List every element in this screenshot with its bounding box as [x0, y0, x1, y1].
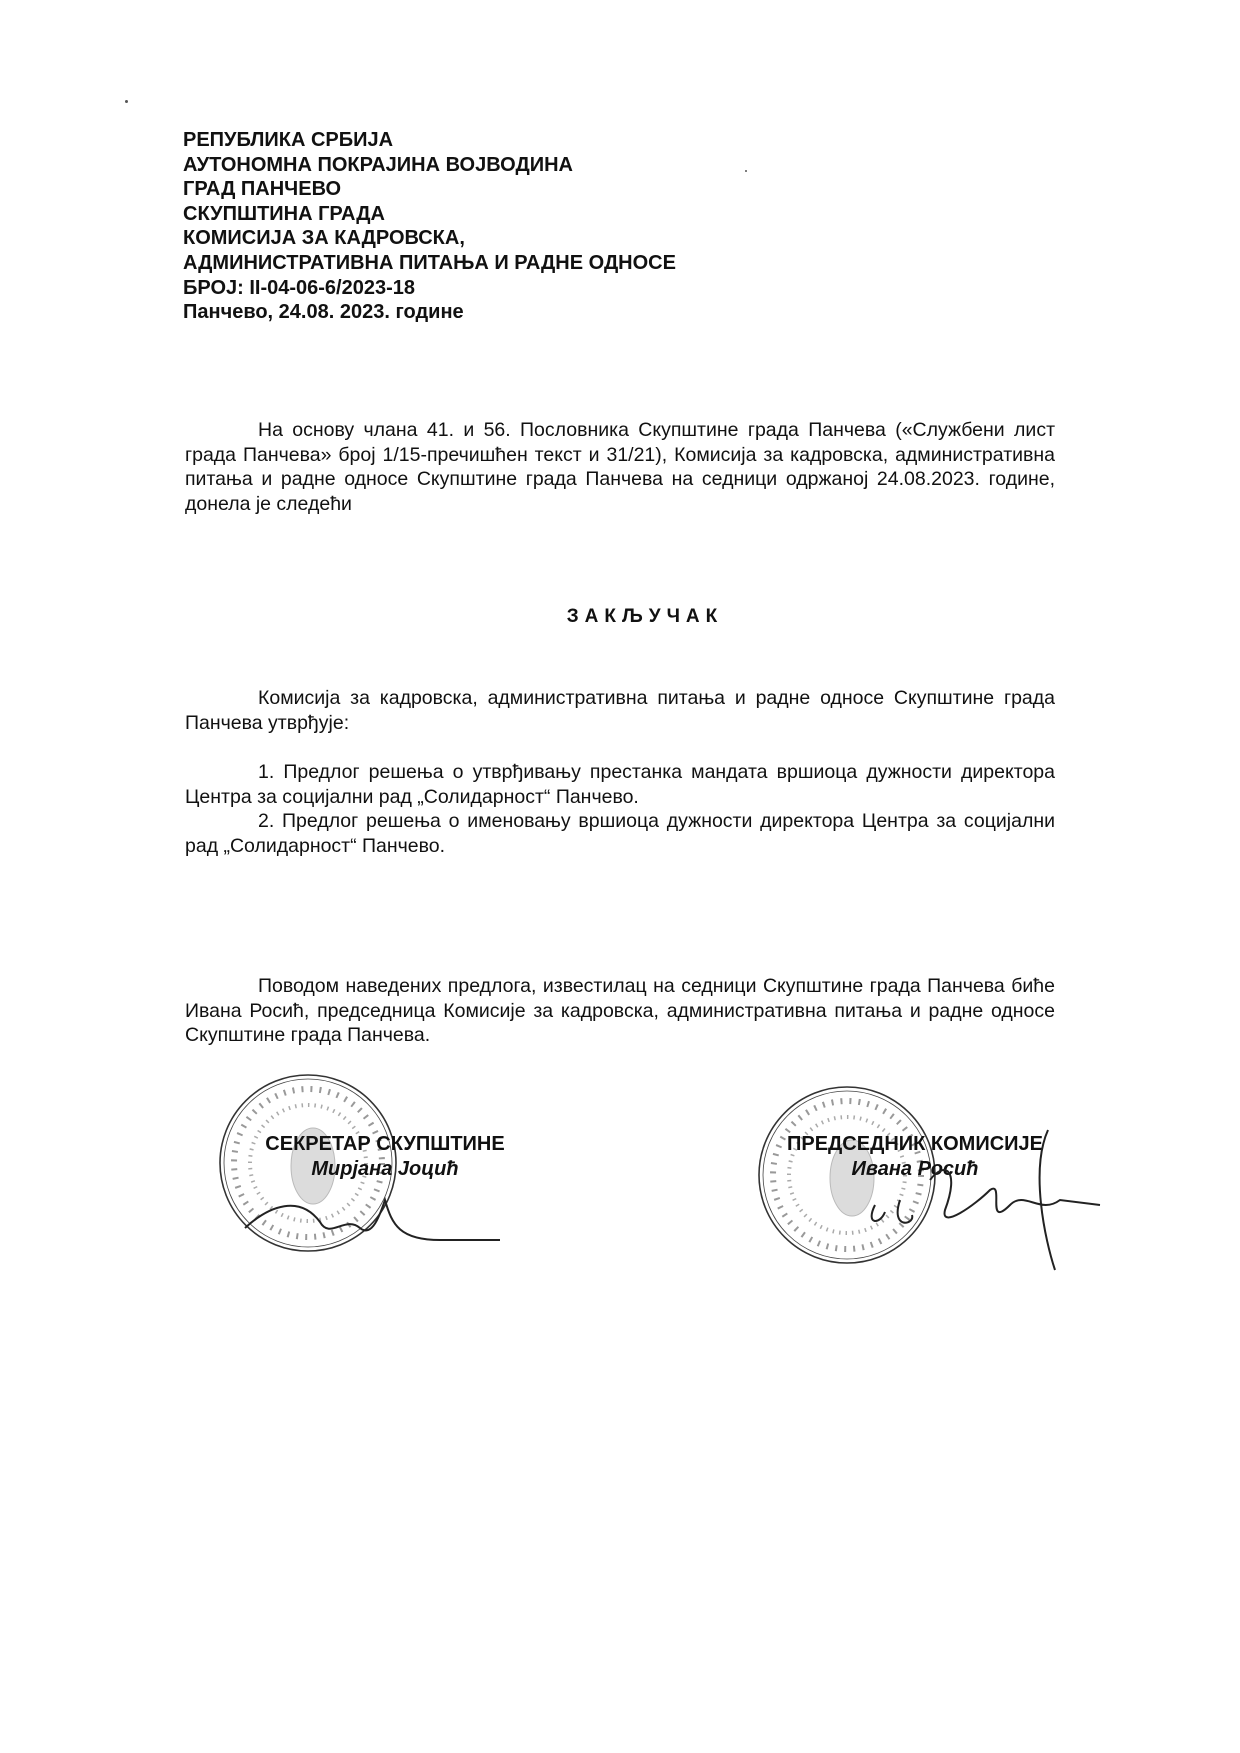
secretary-role: СЕКРЕТАР СКУПШТИНЕ	[265, 1132, 505, 1155]
preamble-paragraph	[185, 418, 1055, 516]
secretary-name: Мирјана Јоцић	[311, 1157, 459, 1180]
item-1	[185, 760, 1055, 809]
header-line-republic: РЕПУБЛИКА СРБИЈА	[183, 129, 394, 151]
header-line-commission-2: АДМИНИСТРАТИВНА ПИТАЊА И РАДНЕ ОДНОСЕ	[183, 251, 676, 274]
intro-text: Комисија за кадровска, административна питања и радне односе Скупштине града Панчева утврђује:	[185, 687, 1055, 734]
header-line-province: АУТОНОМНА ПОКРАЈИНА ВОЈВОДИНА	[183, 153, 573, 176]
president-name: Ивана Росић	[851, 1157, 979, 1180]
item-1-text: 1. Предлог решења о утврђивању престанка мандата вршиоца дужности директора Центра за социјални рад „Солидарност“ Панчево.	[185, 761, 1055, 808]
header-line-number: БРОЈ: II-04-06-6/2023-18	[183, 276, 416, 299]
closing-text: Поводом наведених предлога, известилац на седници Скупштине града Панчева биће Ивана Росић, председница Комисије за кадровска, административна питања и радне односе Скупштине града Панчева.	[185, 975, 1055, 1046]
president-role: ПРЕДСЕДНИК КОМИСИЈЕ	[787, 1132, 1043, 1155]
preamble-text: На основу члана 41. и 56. Пословника Скупштине града Панчева («Службени лист града Панчева» број 1/15-пречишћен текст и 31/21), Комисија за кадровска, административна питања и радне односе Скупштине града Панчева на седници одржаној 24.08.2023. године, донела је следећи	[185, 419, 1055, 515]
intro-paragraph	[185, 686, 1055, 735]
header-line-commission: КОМИСИЈА ЗА КАДРОВСКА,	[183, 227, 465, 250]
scan-speck	[745, 170, 747, 172]
document-body	[185, 418, 1055, 1212]
document-title: ЗАКЉУЧАК	[566, 606, 724, 627]
signature-row	[185, 1132, 1055, 1212]
closing-paragraph	[185, 974, 1055, 1048]
signature-block-president	[745, 1132, 1085, 1182]
document-header	[183, 128, 676, 325]
header-line-city: ГРАД ПАНЧЕВО	[183, 178, 342, 201]
header-line-assembly: СКУПШТИНА ГРАДА	[183, 202, 385, 225]
scan-speck	[125, 100, 128, 103]
signature-block-secretary	[245, 1132, 525, 1182]
item-2	[185, 809, 1055, 858]
header-line-date: Панчево, 24.08. 2023. године	[183, 301, 464, 324]
item-2-text: 2. Предлог решења о именовању вршиоца дужности директора Центра за социјални рад „Солидарност“ Панчево.	[185, 810, 1055, 857]
